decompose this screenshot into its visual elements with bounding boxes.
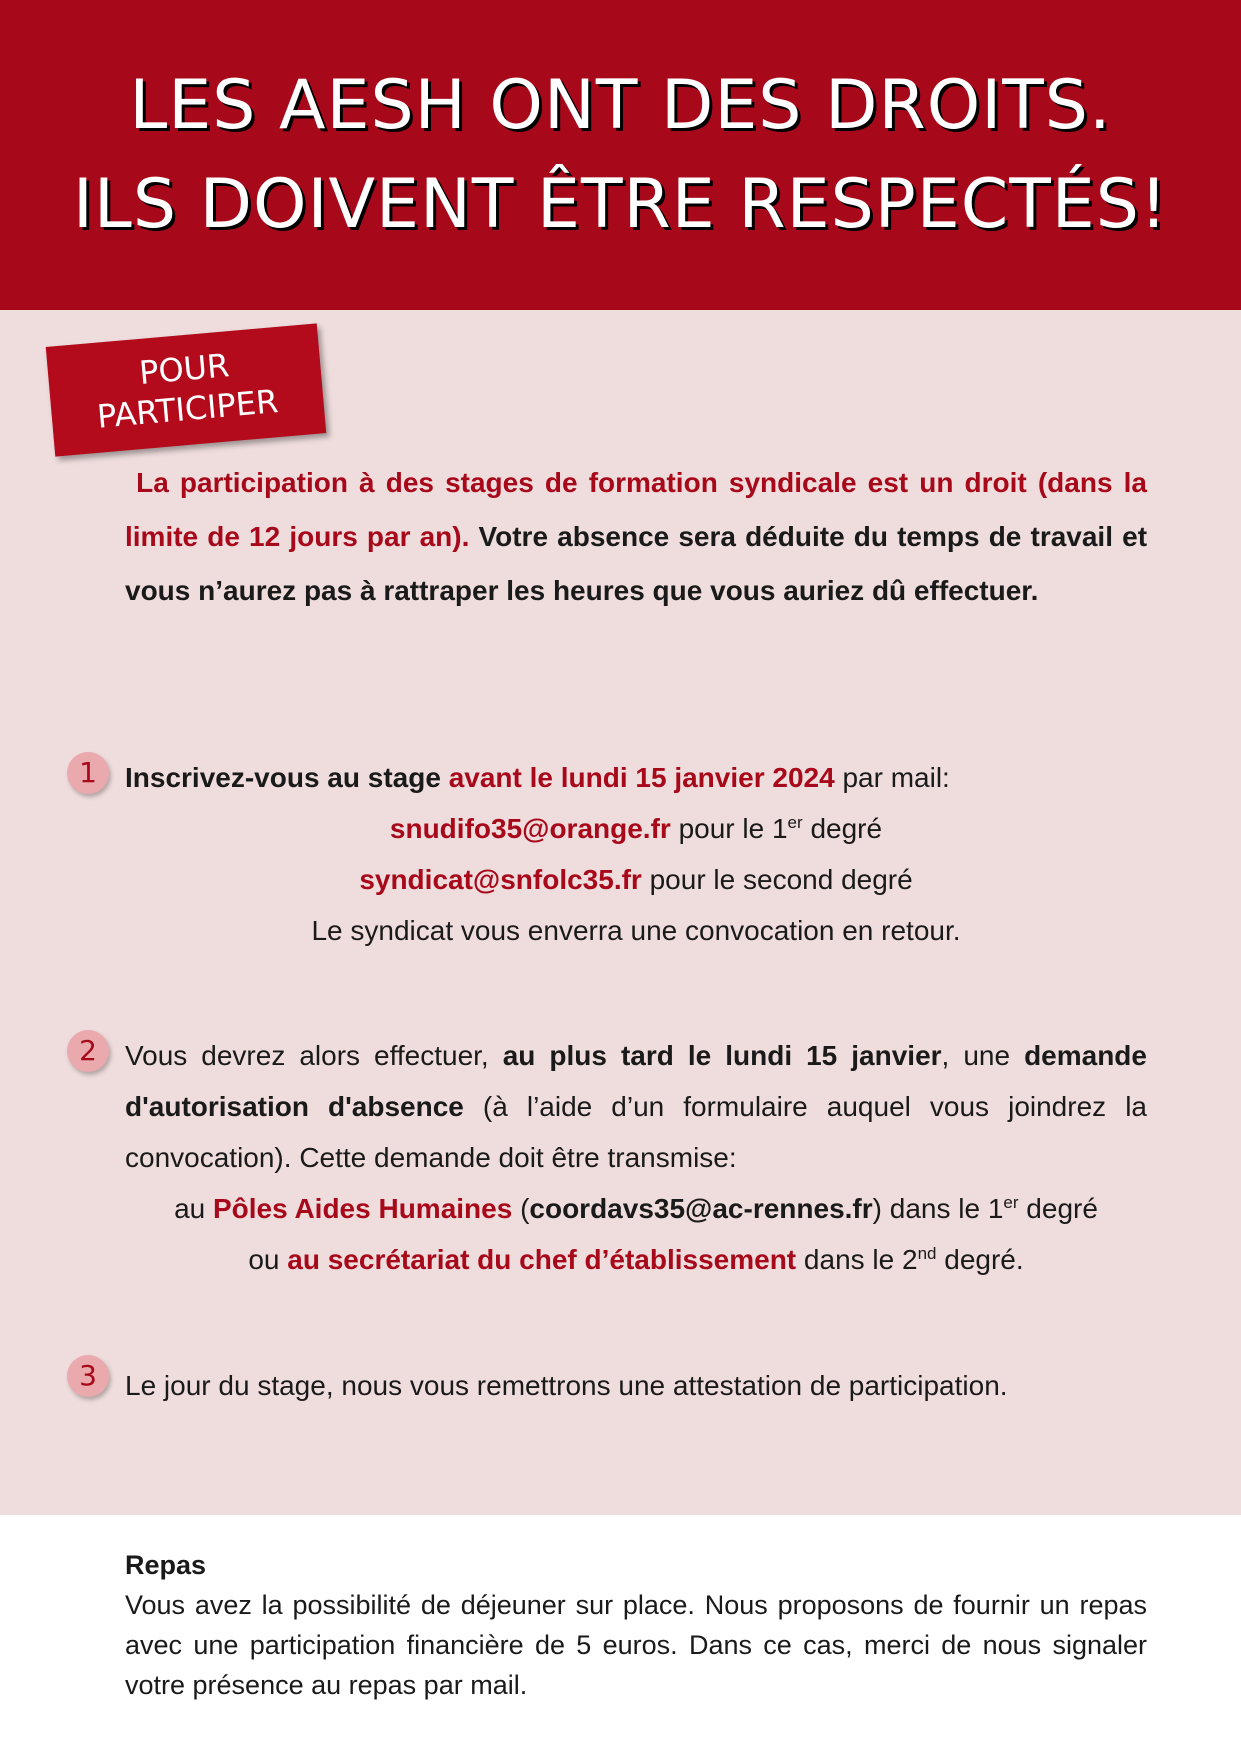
step-2 — [125, 1030, 1147, 1285]
tag-line-1: POUR — [137, 346, 231, 392]
email-snudifo-link[interactable]: snudifo35@orange.fr — [389, 813, 671, 844]
secr-suffix: dans le 2 — [796, 1244, 918, 1275]
step-1-text-a: Inscrivez-vous au stage — [125, 762, 449, 793]
poles-paren-open: ( — [512, 1193, 530, 1224]
email-1-desc: pour le 1 — [670, 813, 788, 844]
meal-text: Vous avez la possibilité de déjeuner sur place. Nous proposons de fournir un repas avec une participation financière de 5 euros. Dans ce cas, merci de nous signaler votre présence au repas par mail. — [125, 1590, 1147, 1700]
secr-prefix: ou — [248, 1244, 288, 1275]
intro-absence-text: Votre absence sera déduite du temps de travail et vous n’aurez pas à rattraper les heures que vous auriez dû effectuer. — [125, 521, 1148, 606]
secr-sup: nd — [917, 1244, 937, 1263]
secretariat-text: au secrétariat du chef d’établissement — [287, 1244, 797, 1275]
step-1-text-b: par mail: — [834, 762, 950, 793]
tag-line-2: PARTICIPER — [95, 382, 280, 436]
step-2-demande: demande d'autorisation d'absence — [125, 1040, 1147, 1122]
poles-suffix: ) dans le 1 — [872, 1193, 1004, 1224]
poles-prefix: au — [174, 1193, 213, 1224]
step-1-badge: 1 — [67, 752, 109, 794]
email-line-1 — [125, 803, 1147, 854]
email-snfolc-link[interactable]: syndicat@snfolc35.fr — [359, 864, 642, 895]
poles-aides-humaines: Pôles Aides Humaines — [213, 1193, 513, 1224]
email-2-desc: pour le second degré — [641, 864, 913, 895]
step-2-text-a: Vous devrez alors effectuer, — [125, 1040, 503, 1071]
secr-end: degré. — [936, 1244, 1024, 1275]
step-2-line-poles — [125, 1183, 1147, 1234]
meal-title: Repas — [125, 1550, 207, 1580]
email-line-2 — [125, 854, 1147, 905]
headline-line-2: ILS DOIVENT ÊTRE RESPECTÉS! — [72, 165, 1169, 244]
step-1-deadline: avant le lundi 15 janvier 2024 — [448, 762, 835, 793]
poles-end: degré — [1018, 1193, 1098, 1224]
email-1-end: degré — [802, 813, 883, 844]
email-1-sup: er — [787, 813, 803, 832]
email-coordavs-link[interactable]: coordavs35@ac-rennes.fr — [529, 1193, 873, 1224]
step-3: Le jour du stage, nous vous remettrons une attestation de participation. — [125, 1370, 1008, 1401]
header-banner — [0, 0, 1241, 310]
intro-right-text: La participation à des stages de formation syndicale est un droit (dans la limite de 12 jours par an). — [125, 467, 1148, 552]
meal-section — [125, 1545, 1147, 1705]
intro-paragraph — [125, 456, 1147, 618]
step-2-badge: 2 — [67, 1030, 109, 1072]
step-1 — [125, 752, 1147, 956]
step-2-deadline: au plus tard le lundi 15 janvier — [502, 1040, 942, 1071]
poles-sup: er — [1003, 1193, 1019, 1212]
step-2-text-b: , une — [941, 1040, 1025, 1071]
headline-line-1: LES AESH ONT DES DROITS. — [129, 66, 1112, 145]
convocation-note: Le syndicat vous enverra une convocation en retour. — [311, 915, 961, 946]
step-2-line-secretariat — [125, 1234, 1147, 1285]
step-3-badge: 3 — [67, 1355, 109, 1397]
step-2-text-c: (à l’aide d’un formulaire auquel vous joindrez la convocation). Cette demande doit être transmise: — [125, 1091, 1147, 1173]
